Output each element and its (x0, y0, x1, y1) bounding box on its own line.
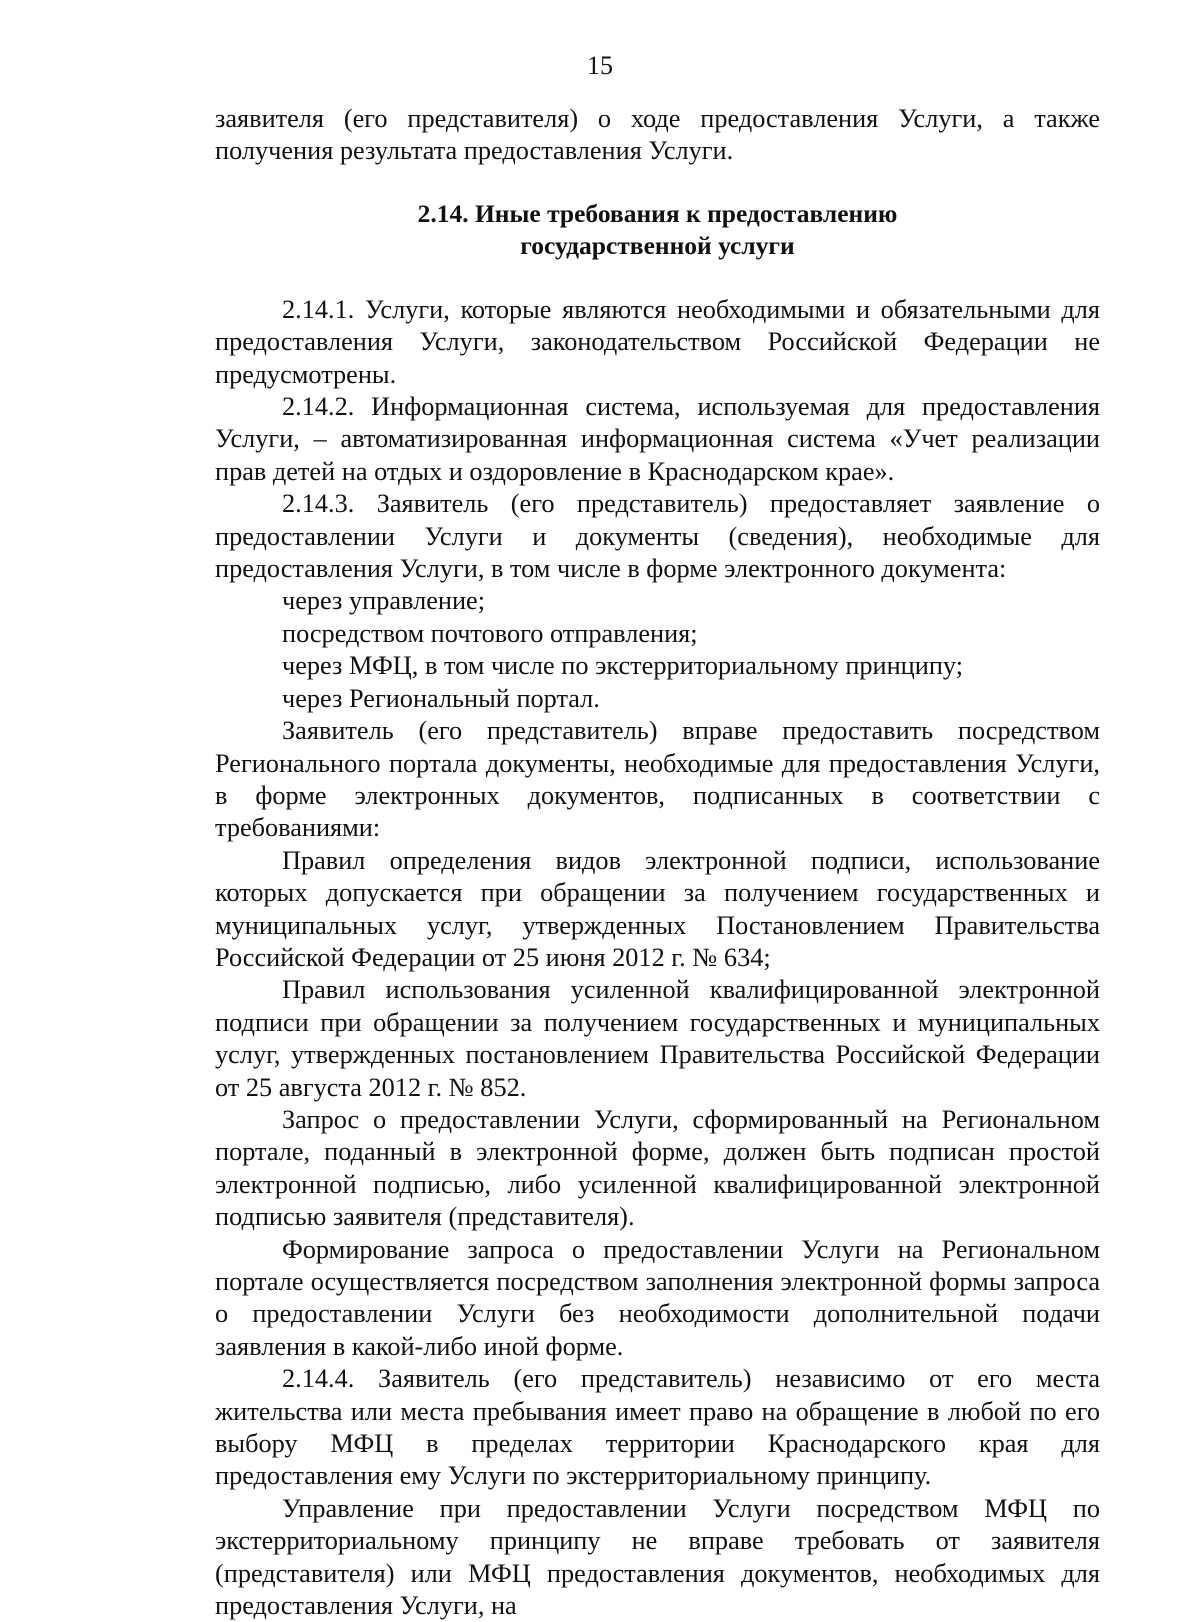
paragraph-request-formation: Формирование запроса о предоставлении Услуги на Региональном портале осуществляется посредством заполнения электронной формы запроса о предоставлении Услуги без необходимости дополнительной подачи заявления в какой-либо иной форме. (215, 1234, 1100, 1361)
paragraph-2-14-4: 2.14.4. Заявитель (его представитель) независимо от его места жительства или места пребывания имеет право на обращение в любой по его выбору МФЦ в пределах территории Краснодарского края для предоставления ему Услуги по экстерриториальному принципу. (215, 1364, 1100, 1491)
paragraph-rules-852: Правил использования усиленной квалифицированной электронной подписи при обращении за получением государственных и муниципальных услуг, утвержденных постановлением Правительства Российской Федерации от 25 августа 2012 г. № 852. (215, 975, 1100, 1102)
section-heading-line-1: 2.14. Иные требования к предоставлению (417, 198, 898, 228)
paragraph-rules-634: Правил определения видов электронной подписи, использование которых допускается при обращении за получением государственных и муниципальных услуг, утвержденных Постановлением Правительства Российской Федерации от 25 июня 2012 г. № 634; (215, 845, 1100, 972)
section-heading (215, 198, 1100, 262)
section-heading-line-2: государственной услуги (520, 230, 795, 260)
intro-paragraph: заявителя (его представителя) о ходе предоставления Услуги, а также получения результата предоставления Услуги. (215, 104, 1100, 166)
paragraph-electronic-documents: Заявитель (его представитель) вправе предоставить посредством Регионального портала документы, необходимые для предоставления Услуги, в форме электронных документов, подписанных в соответствии с требованиями: (215, 716, 1100, 843)
paragraph-request-signature: Запрос о предоставлении Услуги, сформированный на Региональном портале, поданный в электронной форме, должен быть подписан простой электронной подписью, либо усиленной квалифицированной электронной подписью заявителя (представителя). (215, 1104, 1100, 1232)
list-item: через Региональный портал. (282, 683, 600, 713)
list-item: посредством почтового отправления; (282, 618, 698, 648)
paragraph-2-14-3: 2.14.3. Заявитель (его представитель) предоставляет заявление о предоставлении Услуги и документы (сведения), необходимые для предоставления Услуги, в том числе в форме электронного документа: (215, 489, 1100, 584)
paragraph-extraterritorial: Управление при предоставлении Услуги посредством МФЦ по экстерриториальному принципу не вправе требовать от заявителя (представителя) или МФЦ предоставления документов, необходимых для предоставления Услуги, на (215, 1493, 1100, 1621)
paragraph-2-14-1: 2.14.1. Услуги, которые являются необходимыми и обязательными для предоставления Услуги, законодательством Российской Федерации не предусмотрены. (215, 294, 1100, 389)
paragraph-2-14-2: 2.14.2. Информационная система, используемая для предоставления Услуги, – автоматизированная информационная система «Учет реализации прав детей на отдых и оздоровление в Краснодарском крае». (215, 392, 1100, 486)
list-item: через МФЦ, в том числе по экстерриториальному принципу; (282, 651, 964, 681)
list-item: через управление; (282, 586, 486, 616)
document-body (215, 103, 1100, 1622)
page-number: 15 (587, 51, 613, 80)
